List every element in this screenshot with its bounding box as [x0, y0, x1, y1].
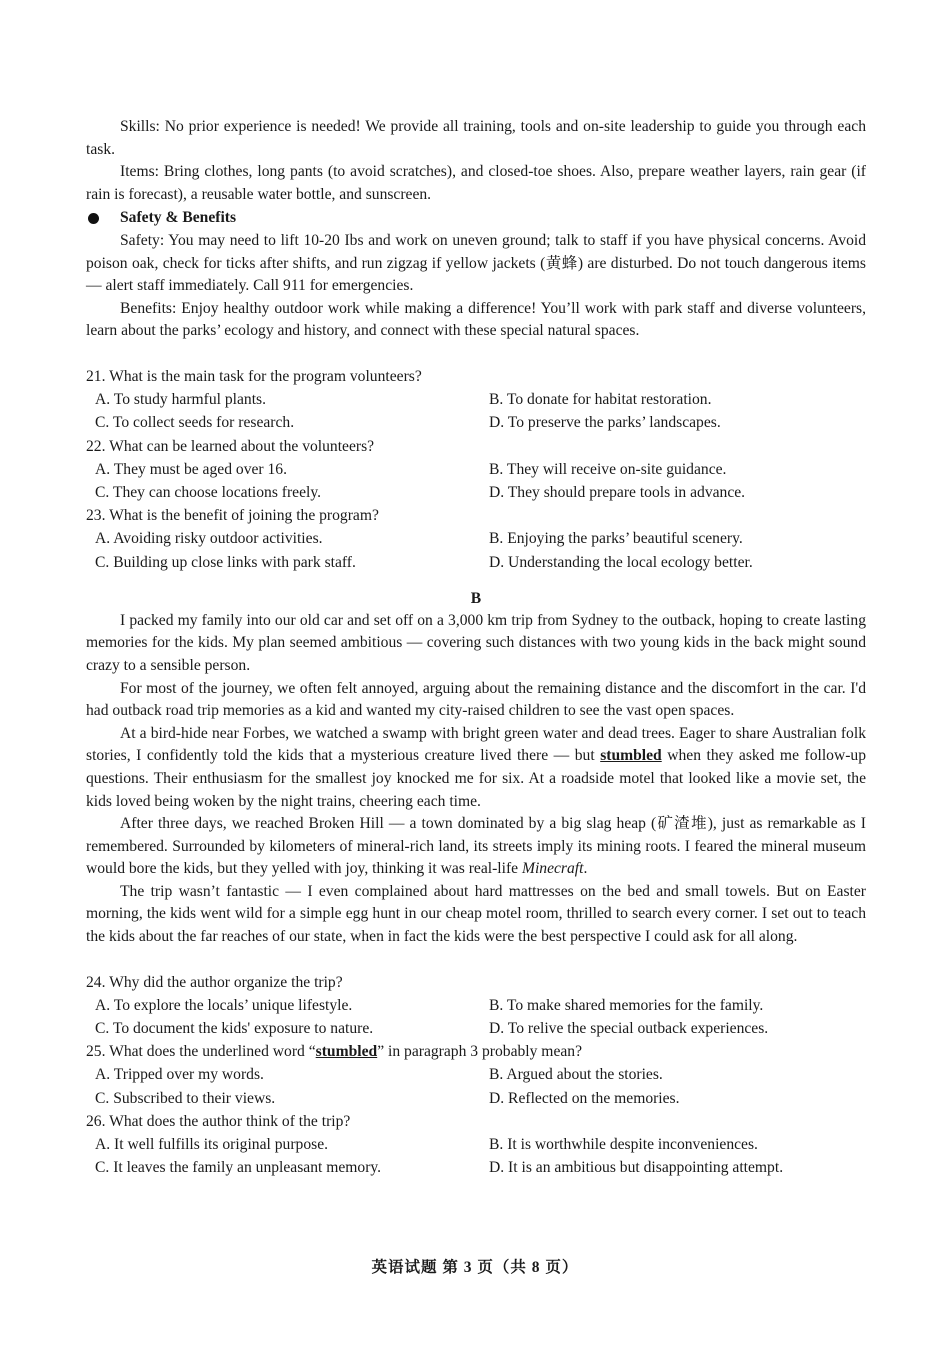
option-b: B. To make shared memories for the family.	[489, 996, 764, 1014]
benefits-paragraph: Benefits: Enjoy healthy outdoor work while making a difference! You’ll work with park staff and diverse volunteers, learn about the parks’ ecology and history, and connect with these special natural spaces.	[86, 299, 866, 340]
option-a: A. It well fulfills its original purpose.	[95, 1136, 329, 1154]
safety-paragraph: Safety: You may need to lift 10-20 Ibs and work on uneven ground; talk to staff if you have physical concerns. Avoid poison oak, check for ticks after shifts, and run zigzag if yellow jackets (黄蜂) are disturbed. Do not touch dangerous items — alert staff immediately. Call 911 for emergencies.	[86, 231, 866, 295]
options-22	[86, 458, 866, 504]
option-d: D. Reflected on the memories.	[489, 1089, 680, 1107]
option-a: A. They must be aged over 16.	[95, 460, 287, 478]
options-25	[86, 1063, 866, 1109]
question-25	[86, 1040, 866, 1063]
exam-page	[86, 116, 866, 1180]
option-d: D. It is an ambitious but disappointing attempt.	[489, 1159, 784, 1177]
passage-b-paragraph-1: I packed my family into our old car and set off on a 3,000 km trip from Sydney to the outback, hoping to create lasting memories for the kids. My plan seemed ambitious — covering such distances with two young kids in the back might sound crazy to a sensible person.	[86, 611, 866, 674]
passage-b-paragraph-4	[86, 813, 866, 881]
options-23	[86, 527, 866, 573]
option-a: A. To study harmful plants.	[95, 391, 267, 409]
options-24	[86, 994, 866, 1040]
option-b: B. Argued about the stories.	[489, 1066, 663, 1084]
skills-paragraph: Skills: No prior experience is needed! We provide all training, tools and on-site leadership to guide you through each task.	[86, 118, 866, 158]
option-c: C. To document the kids' exposure to nature.	[95, 1020, 374, 1038]
option-a: A. Tripped over my words.	[95, 1066, 264, 1084]
paragraph-3-text: At a bird-hide near Forbes, we watched a swamp with bright green water and dead trees. Eager to share Australian folk stories, I confidently told the kids that a mysterious creature lived there — but	[86, 724, 866, 765]
option-a: A. To explore the locals’ unique lifestyle.	[95, 996, 353, 1014]
passage-b-paragraph-5: The trip wasn’t fantastic — I even complained about hard mattresses on the bed and small towels. But on Easter morning, the kids went wild for a simple egg hunt in our cheap motel room, thrilled to search every corner. I set out to teach the kids about the far reaches of our state, when in fact the kids were the best perspective I could ask for all along.	[86, 882, 866, 946]
question-24: 24. Why did the author organize the trip?	[86, 973, 343, 991]
paragraph-3-text-end: when they asked me follow-up questions. Their enthusiasm for the smallest joy knocked me for six. At a roadside motel that looked like a movie set, the kids loved being woken by the night trains, cheering each time.	[86, 747, 867, 810]
option-c: C. Subscribed to their views.	[95, 1089, 276, 1107]
options-21	[86, 388, 866, 434]
option-b: B. It is worthwhile despite inconveniences.	[489, 1136, 758, 1154]
question-25-text-end: ” in paragraph 3 probably mean?	[377, 1043, 583, 1061]
question-26: 26. What does the author think of the trip?	[86, 1112, 351, 1130]
option-c: C. It leaves the family an unpleasant memory.	[95, 1159, 382, 1177]
paragraph-4-text-end: .	[583, 860, 588, 878]
option-d: D. To preserve the parks’ landscapes.	[489, 414, 721, 432]
option-d: D. Understanding the local ecology better.	[489, 553, 753, 571]
section-heading-text: Safety & Benefits	[120, 209, 237, 227]
option-b: B. They will receive on-site guidance.	[489, 460, 727, 478]
options-26	[86, 1133, 866, 1179]
option-c: C. They can choose locations freely.	[95, 483, 322, 501]
option-b: B. Enjoying the parks’ beautiful scenery.	[489, 530, 743, 548]
option-b: B. To donate for habitat restoration.	[489, 391, 712, 409]
option-a: A. Avoiding risky outdoor activities.	[95, 530, 323, 548]
items-paragraph: Items: Bring clothes, long pants (to avoid scratches), and closed-toe shoes. Also, prepare weather layers, rain gear (if rain is forecast), a reusable water bottle, and sunscreen.	[86, 163, 866, 203]
option-c: C. Building up close links with park staff.	[95, 553, 356, 571]
option-d: D. To relive the special outback experiences.	[489, 1020, 769, 1038]
passage-b-title: B	[470, 589, 482, 607]
section-heading	[86, 207, 866, 230]
page-footer: 英语试题 第 3 页（共 8 页）	[371, 1259, 579, 1276]
bullet-icon	[88, 213, 99, 224]
paragraph-4-text: After three days, we reached Broken Hill — a town dominated by a big slag heap (矿渣堆), just as remarkable as I remembered. Surrounded by kilometers of mineral-rich land, its streets imply its mining roots. I feared the mineral museum would bore the kids, but they yelled with joy, thinking it was real-life	[86, 815, 866, 878]
question-25-text: 25. What does the underlined word “	[86, 1043, 316, 1061]
option-c: C. To collect seeds for research.	[95, 414, 295, 432]
question-22: 22. What can be learned about the volunteers?	[86, 437, 375, 455]
question-21: 21. What is the main task for the program volunteers?	[86, 367, 422, 385]
minecraft-italic: Minecraft	[521, 860, 584, 878]
option-d: D. They should prepare tools in advance.	[489, 483, 746, 501]
passage-b-paragraph-3	[86, 723, 866, 813]
question-23: 23. What is the benefit of joining the program?	[86, 507, 379, 525]
underlined-word: stumbled	[600, 747, 662, 765]
underlined-word: stumbled	[315, 1043, 378, 1061]
passage-b-paragraph-2: For most of the journey, we often felt annoyed, arguing about the remaining distance and the discomfort in the car. I'd had outback road trip memories as a kid and wanted my city-raised children to see the vast open spaces.	[86, 679, 866, 720]
